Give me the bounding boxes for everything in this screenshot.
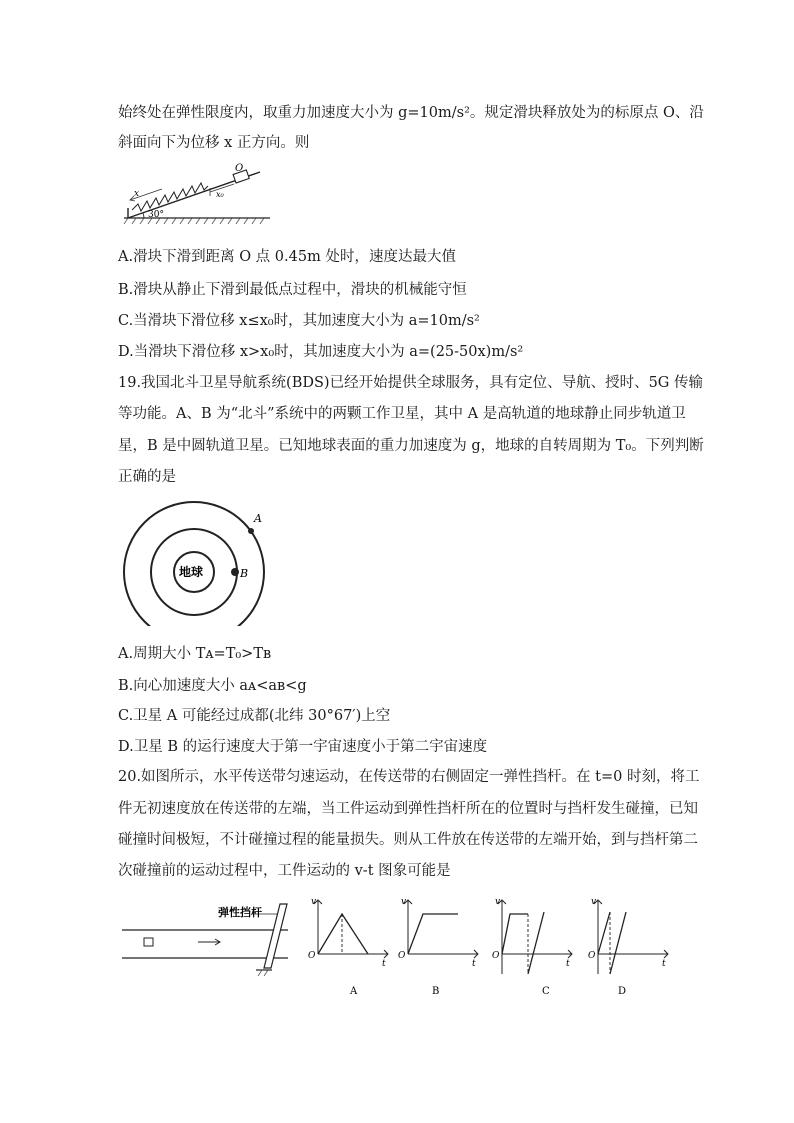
origin-b: O (398, 951, 406, 961)
graph-label-a: A (350, 986, 358, 997)
q18-intro-line-2: 斜面向下为位移 x 正方向。则 (118, 135, 310, 151)
label-o: O (235, 163, 244, 174)
label-a: A (254, 512, 262, 525)
label-x: x (134, 189, 140, 199)
q19-option-b: B.向心加速度大小 aᴀ<aʙ<g (118, 678, 307, 694)
graph-label-c: C (542, 986, 550, 997)
label-b: B (240, 567, 249, 580)
incline-spring-figure (122, 160, 272, 230)
q20-line-3: 碰撞时间极短，不计碰撞过程的能量损失。则从工件放在传送带的左端开始，到与挡杆第二 (118, 832, 698, 848)
q19-line-3: 星，B 是中圆轨道卫星。已知地球表面的重力加速度为 g，地球的自转周期为 T₀。下列判断 (118, 438, 704, 454)
axis-v-b: v (401, 897, 407, 907)
axis-v-d: v (591, 897, 597, 907)
q18-option-a: A.滑块下滑到距离 O 点 0.45m 处时，速度达最大值 (118, 249, 456, 265)
label-angle: 30° (148, 210, 164, 220)
workpiece (144, 938, 153, 946)
vt-graph-c (492, 897, 572, 997)
origin-c: O (492, 951, 500, 961)
label-x0: x₀ (216, 190, 224, 199)
q20-line-1: 20.如图所示，水平传送带匀速运动，在传送带的右侧固定一弹性挡杆。在 t=0 时刻，将工 (118, 769, 700, 785)
satellite-a (248, 528, 254, 534)
q19-line-4: 正确的是 (118, 469, 176, 485)
axis-t-b: t (472, 959, 476, 969)
conveyor-vt-figure (118, 890, 678, 1005)
q19-line-2: 等功能。A、B 为“北斗”系统中的两颗工作卫星，其中 A 是高轨道的地球静止同步轨道卫 (118, 406, 686, 422)
barrier-label: 弹性挡杆 (218, 906, 262, 919)
q19-option-a: A.周期大小 Tᴀ=T₀>Tʙ (118, 646, 272, 662)
vt-graph-d (588, 897, 668, 997)
orbit-figure (118, 494, 270, 626)
q18-option-c: C.当滑块下滑位移 x≤x₀时，其加速度大小为 a=10m/s² (118, 313, 480, 329)
q19-option-c: C.卫星 A 可能经过成都(北纬 30°67′)上空 (118, 708, 391, 724)
axis-t-d: t (662, 959, 666, 969)
q20-line-2: 件无初速度放在传送带的左端，当工件运动到弹性挡杆所在的位置时与挡杆发生碰撞，已知 (118, 801, 698, 817)
vt-graph-a (308, 897, 388, 997)
q20-line-4: 次碰撞前的运动过程中，工件运动的 v-t 图象可能是 (118, 863, 451, 879)
origin-d: O (588, 951, 596, 961)
axis-t-c: t (566, 959, 570, 969)
graph-label-b: B (432, 986, 440, 997)
q19-option-d: D.卫星 B 的运行速度大于第一宇宙速度小于第二宇宙速度 (118, 739, 488, 755)
axis-v-a: v (311, 897, 317, 907)
q19-line-1: 19.我国北斗卫星导航系统(BDS)已经开始提供全球服务，具有定位、导航、授时、5G 传输 (118, 375, 704, 391)
axis-t-a: t (382, 959, 386, 969)
q18-option-b: B.滑块从静止下滑到最低点过程中，滑块的机械能守恒 (118, 282, 467, 298)
q18-option-d: D.当滑块下滑位移 x>x₀时，其加速度大小为 a=(25-50x)m/s² (118, 344, 524, 360)
earth-label: 地球 (179, 565, 204, 579)
graph-label-d: D (618, 986, 627, 997)
conveyor-belt (122, 930, 288, 958)
axis-v-c: v (495, 897, 501, 907)
vt-graph-b (398, 897, 478, 997)
satellite-b (231, 568, 239, 576)
origin-a: O (308, 951, 316, 961)
q18-intro-line-1: 始终处在弹性限度内，取重力加速度大小为 g=10m/s²。规定滑块释放处为的标原点 O、沿 (118, 105, 704, 121)
